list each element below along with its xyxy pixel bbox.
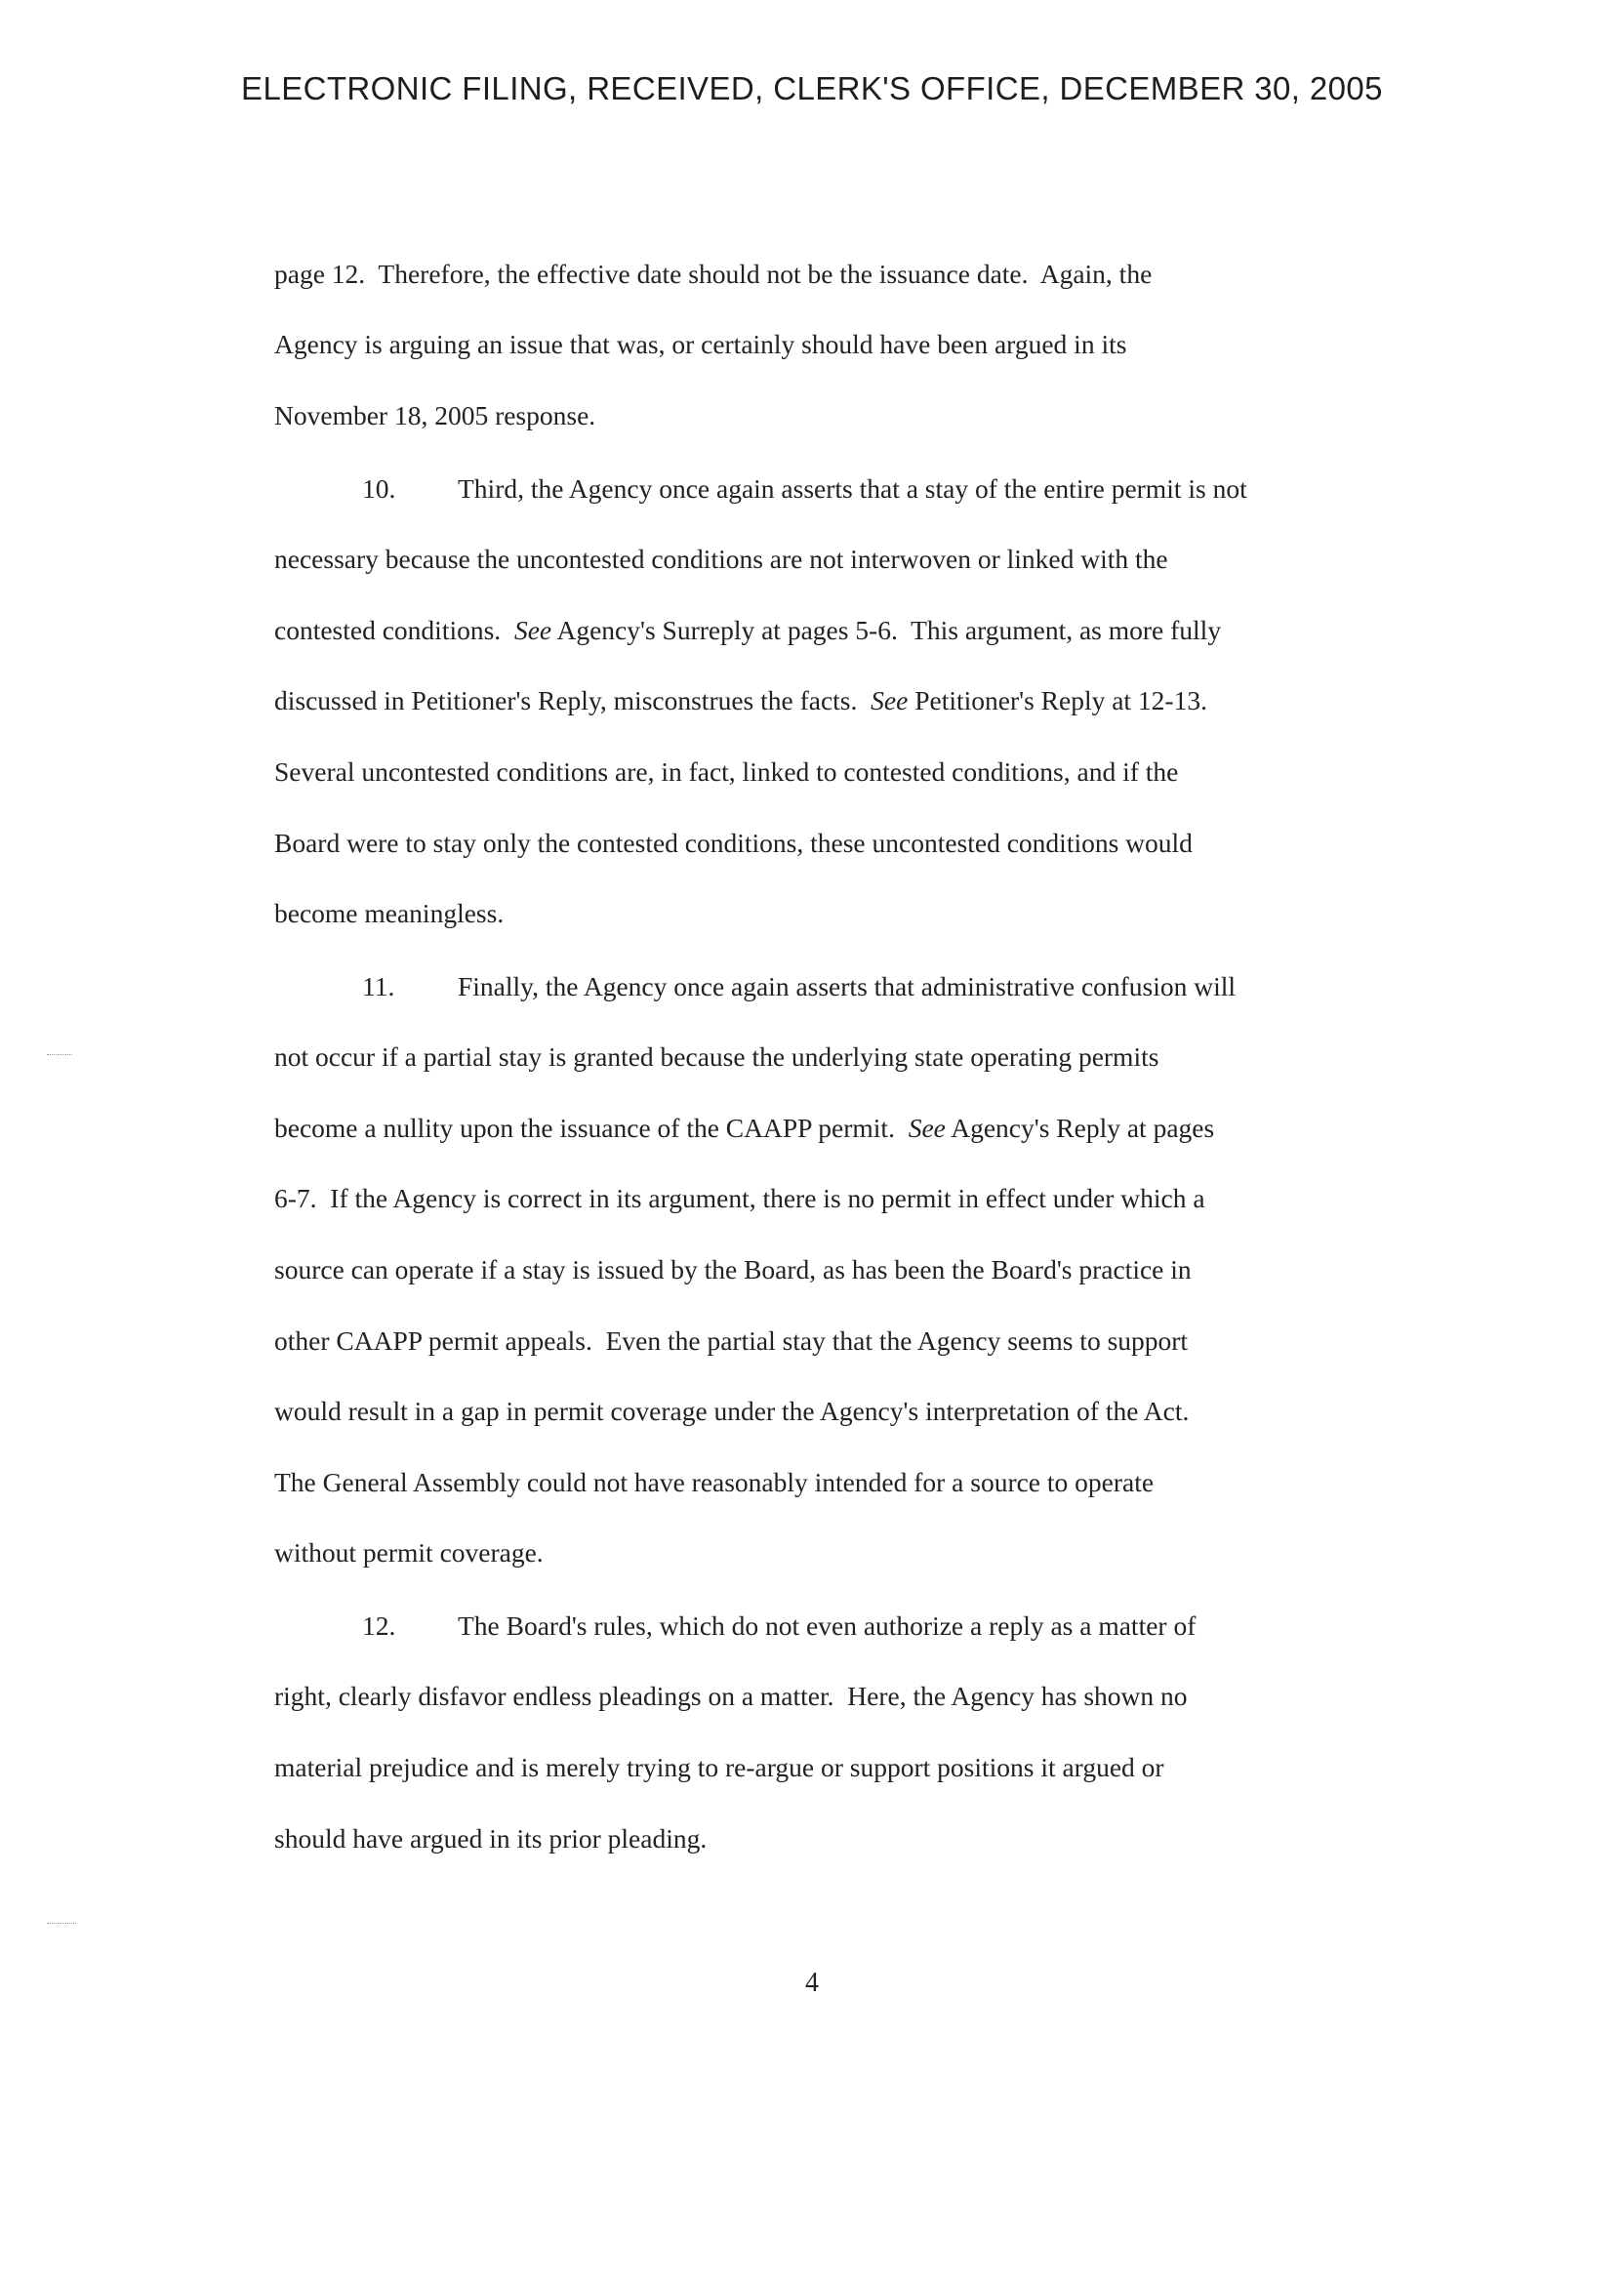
paragraph-10-line-2: necessary because the uncontested conditions are not interwoven or linked with the [274, 544, 1168, 574]
paragraph-11-number: 11. [362, 971, 395, 1001]
see-signal: See [513, 615, 552, 645]
paragraph-12-line-1: The Board's rules, which do not even authorize a reply as a matter of [458, 1610, 1197, 1641]
paragraph-11-line-9: without permit coverage. [274, 1537, 544, 1568]
paragraph-10-line-6: Board were to stay only the contested conditions, these uncontested conditions would [274, 828, 1193, 858]
paragraph-11-line-3: become a nullity upon the issuance of the CAAPP permit. See Agency's Reply at pages [274, 1113, 1215, 1143]
see-signal: See [871, 685, 909, 715]
continuation-line-2: Agency is arguing an issue that was, or certainly should have been argued in its [274, 329, 1127, 359]
paragraph-11-line-4: 6-7. If the Agency is correct in its argument, there is no permit in effect under which a [274, 1183, 1205, 1213]
paragraph-12-number: 12. [362, 1610, 396, 1641]
paragraph-11-line-5: source can operate if a stay is issued by the Board, as has been the Board's practice in [274, 1254, 1192, 1284]
paragraph-12-line-2: right, clearly disfavor endless pleadings on a matter. Here, the Agency has shown no [274, 1681, 1188, 1711]
paragraph-10-line-4: discussed in Petitioner's Reply, misconstrues the facts. See Petitioner's Reply at 12-13. [274, 685, 1207, 715]
paragraph-12-line-4: should have argued in its prior pleading. [274, 1823, 708, 1854]
paragraph-11-line-1: Finally, the Agency once again asserts that administrative confusion will [458, 971, 1237, 1001]
paragraph-11-line-6: other CAAPP permit appeals. Even the partial stay that the Agency seems to support [274, 1325, 1189, 1356]
paragraph-11-line-8: The General Assembly could not have reasonably intended for a source to operate [274, 1467, 1155, 1497]
scan-speck [47, 1054, 72, 1057]
page-number: 4 [805, 1968, 819, 1998]
see-signal: See [908, 1113, 946, 1143]
paragraph-10-line-5: Several uncontested conditions are, in fact, linked to contested conditions, and if the [274, 756, 1179, 787]
paragraph-10-line-7: become meaningless. [274, 898, 505, 928]
scan-speck [47, 1923, 76, 1926]
paragraph-10-number: 10. [362, 473, 396, 504]
filing-stamp-header: ELECTRONIC FILING, RECEIVED, CLERK'S OFFICE, DECEMBER 30, 2005 [241, 70, 1383, 106]
continuation-line-1: page 12. Therefore, the effective date should not be the issuance date. Again, the [274, 259, 1153, 289]
paragraph-10-line-1: Third, the Agency once again asserts that a stay of the entire permit is not [458, 473, 1247, 504]
paragraph-10-line-3: contested conditions. See Agency's Surreply at pages 5-6. This argument, as more fully [274, 615, 1222, 645]
paragraph-12-line-3: material prejudice and is merely trying to re-argue or support positions it argued or [274, 1752, 1164, 1782]
paragraph-11-line-7: would result in a gap in permit coverage under the Agency's interpretation of the Act. [274, 1396, 1190, 1426]
paragraph-11-line-2: not occur if a partial stay is granted because the underlying state operating permits [274, 1041, 1159, 1072]
continuation-line-3: November 18, 2005 response. [274, 400, 596, 430]
